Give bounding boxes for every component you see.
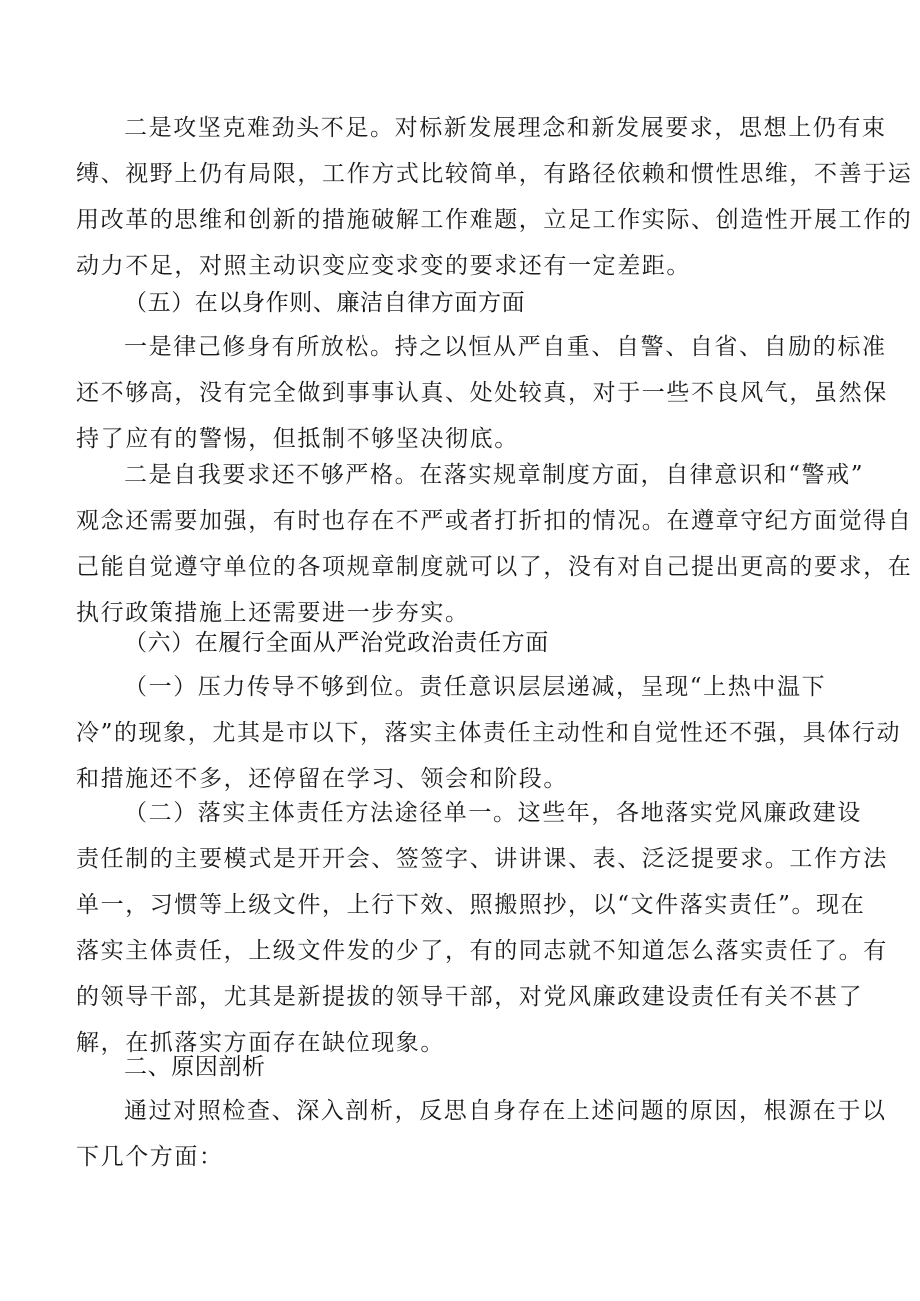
paragraph-line: 用改革的思维和创新的措施破解工作难题，立足工作实际、创造性开展工作的 bbox=[76, 207, 913, 233]
paragraph-4 bbox=[76, 664, 902, 802]
paragraph-line: 观念还需要加强，有时也存在不严或者打折扣的情况。在遵章守纪方面觉得自 bbox=[76, 508, 913, 534]
paragraph-line: 下几个方面： bbox=[76, 1144, 224, 1170]
paragraph-line: 解，在抓落实方面存在缺位现象。 bbox=[76, 1030, 445, 1056]
paragraph-5 bbox=[76, 790, 888, 1066]
paragraph-line: 冷”的现象，尤其是市以下，落实主体责任主动性和自觉性还不强，具体行动 bbox=[76, 720, 902, 746]
paragraph-line: （一）压力传导不够到位。责任意识层层递减，呈现“上热中温下 bbox=[124, 674, 827, 700]
paragraph-line: 落实主体责任，上级文件发的少了，有的同志就不知道怎么落实责任了。有 bbox=[76, 938, 888, 964]
paragraph-line: 还不够高，没有完全做到事事认真、处处较真，对于一些不良风气，虽然保 bbox=[76, 380, 888, 406]
paragraph-1 bbox=[76, 105, 913, 289]
section-heading-6 bbox=[124, 620, 900, 666]
paragraph-line: 和措施还不多，还停留在学习、领会和阶段。 bbox=[76, 766, 568, 792]
paragraph-line: 持了应有的警惕，但抵制不够坚决彻底。 bbox=[76, 426, 519, 452]
paragraph-line: 一是律己修身有所放松。持之以恒从严自重、自警、自省、自励的标准 bbox=[124, 334, 887, 360]
heading-text: （六）在履行全面从严治党政治责任方面 bbox=[124, 630, 549, 656]
paragraph-line: 缚、视野上仍有局限，工作方式比较简单，有路径依赖和惯性思维，不善于运 bbox=[76, 161, 913, 187]
paragraph-line: 己能自觉遵守单位的各项规章制度就可以了，没有对自己提出更高的要求，在 bbox=[76, 554, 913, 580]
paragraph-line: 通过对照检查、深入剖析，反思自身存在上述问题的原因，根源在于以 bbox=[124, 1098, 887, 1124]
paragraph-line: 执行政策措施上还需要进一步夯实。 bbox=[76, 600, 470, 626]
paragraph-line: 责任制的主要模式是开开会、签签字、讲讲课、表、泛泛提要求。工作方法 bbox=[76, 846, 888, 872]
section-heading-5 bbox=[124, 280, 900, 326]
paragraph-line: 二是自我要求还不够严格。在落实规章制度方面，自律意识和“警戒” bbox=[124, 462, 865, 488]
paragraph-line: 的领导干部，尤其是新提拔的领导干部，对党风廉政建设责任有关不甚了 bbox=[76, 984, 864, 1010]
heading-text: 二、原因剖析 bbox=[124, 1054, 266, 1080]
paragraph-6 bbox=[76, 1088, 887, 1180]
paragraph-line: （二）落实主体责任方法途径单一。这些年，各地落实党风廉政建设 bbox=[124, 800, 862, 826]
paragraph-line: 二是攻坚克难劲头不足。对标新发展理念和新发展要求，思想上仍有束 bbox=[124, 115, 887, 141]
paragraph-3 bbox=[76, 452, 913, 636]
paragraph-line: 动力不足，对照主动识变应变求变的要求还有一定差距。 bbox=[76, 253, 691, 279]
section-heading-analysis bbox=[124, 1044, 900, 1090]
paragraph-line: 单一，习惯等上级文件，上行下效、照搬照抄，以“文件落实责任”。现在 bbox=[76, 892, 866, 918]
paragraph-2 bbox=[76, 324, 888, 462]
heading-text: （五）在以身作则、廉洁自律方面方面 bbox=[124, 290, 526, 316]
